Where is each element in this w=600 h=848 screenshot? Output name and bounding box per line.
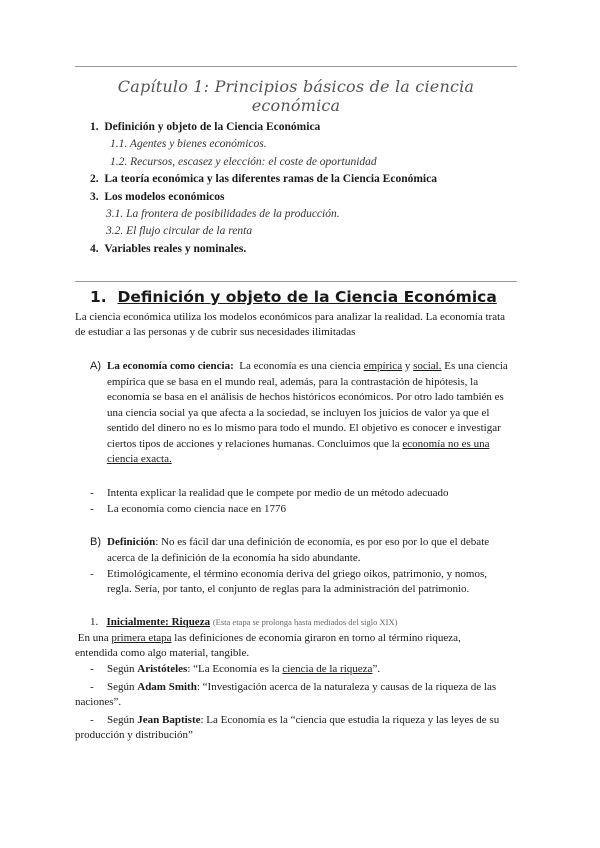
list-label-b: B) <box>90 536 101 548</box>
top-divider <box>75 66 517 67</box>
bullet-continuation: producción y distribución” <box>75 729 193 741</box>
intro-line: La ciencia económica utiliza los modelos económicos para analizar la realidad. La economía trata <box>75 311 506 323</box>
toc-item[interactable]: 1.1. Agentes y bienes económicos. <box>110 138 267 150</box>
bullet-text: Según Jean Baptiste: La Economía es la “ciencia que estudia la riqueza y las leyes de su <box>107 714 500 726</box>
bullet-text: Según Adam Smith: “Investigación acerca de la naturaleza y causas de la riqueza de las <box>107 681 497 693</box>
paragraph-line: acerca de la definición de la economía ha sido abundante. <box>107 552 361 564</box>
section-heading: 1. Definición y objeto de la Ciencia Económica <box>90 288 497 306</box>
toc-item[interactable]: 3. Los modelos económicos <box>90 191 225 203</box>
paragraph-line: ciertos tipos de acciones y relaciones humanas. Concluimos que la economía no es una <box>107 438 490 450</box>
bullet-continuation: naciones”. <box>75 696 122 708</box>
numbered-item: 1. Inicialmente: Riqueza (Esta etapa se prolonga hasta mediados del siglo XIX) <box>90 616 398 628</box>
toc-divider <box>75 281 517 282</box>
paragraph-line: empírica que se basa en el mundo real, además, para la contrastación de hipótesis, la <box>107 376 479 388</box>
intro-line: de estudiar a las personas y de cubrir sus necesidades ilimitadas <box>75 326 356 338</box>
dash-bullet: - <box>90 714 94 726</box>
toc-item[interactable]: 3.2. El flujo circular de la renta <box>106 225 253 237</box>
dash-bullet: - <box>90 487 94 499</box>
chapter-title: Capítulo 1: Principios básicos de la ciencia económica <box>117 77 475 115</box>
bullet-text: Intenta explicar la realidad que le compete por medio de un método adecuado <box>107 487 449 499</box>
dash-bullet: - <box>90 663 94 675</box>
bullet-text: La economía como ciencia nace en 1776 <box>107 503 286 515</box>
dash-bullet: - <box>90 503 94 515</box>
bullet-text: Según Aristóteles: “La Economía es la ciencia de la riqueza”. <box>107 663 381 675</box>
bullet-text: Etimológicamente, el término economía deriva del griego oikos, patrimonio, y nomos, <box>107 568 488 580</box>
paragraph-line: La economía como ciencia: La economía es una ciencia empírica y social. Es una ciencia <box>107 360 508 372</box>
paragraph-line: sentido del dinero no es lo mismo para todo el mundo. El objetivo es conocer e investigar <box>107 422 501 434</box>
paragraph-line: entendida como algo material, tangible. <box>75 647 250 659</box>
paragraph-line: ciencia exacta. <box>107 453 172 465</box>
dash-bullet: - <box>90 568 94 580</box>
toc-item[interactable]: 1. Definición y objeto de la Ciencia Económica <box>90 121 321 133</box>
paragraph-line: En una primera etapa las definiciones de economía giraron en torno al término riqueza, <box>77 632 461 644</box>
dash-bullet: - <box>90 681 94 693</box>
toc-item[interactable]: 1.2. Recursos, escasez y elección: el coste de oportunidad <box>110 156 377 168</box>
bullet-text: regla. Sería, por tanto, el conjunto de reglas para la administración del patrimonio. <box>107 583 470 595</box>
paragraph-line: una ciencia social ya que afecta a la sociedad, se incluyen los juicios de valor ya que el <box>107 407 490 419</box>
paragraph-line: economía se basa en el análisis de hechos históricos económicos. Por otro lado también es <box>107 391 504 403</box>
list-label-a: A) <box>90 360 101 372</box>
toc-item[interactable]: 4. Variables reales y nominales. <box>90 243 247 255</box>
toc-item[interactable]: 2. La teoría económica y las diferentes ramas de la Ciencia Económica <box>90 173 437 185</box>
toc-item[interactable]: 3.1. La frontera de posibilidades de la producción. <box>106 208 340 220</box>
paragraph-line: Definición: No es fácil dar una definición de economía, es por eso por lo que el debate <box>107 536 490 548</box>
